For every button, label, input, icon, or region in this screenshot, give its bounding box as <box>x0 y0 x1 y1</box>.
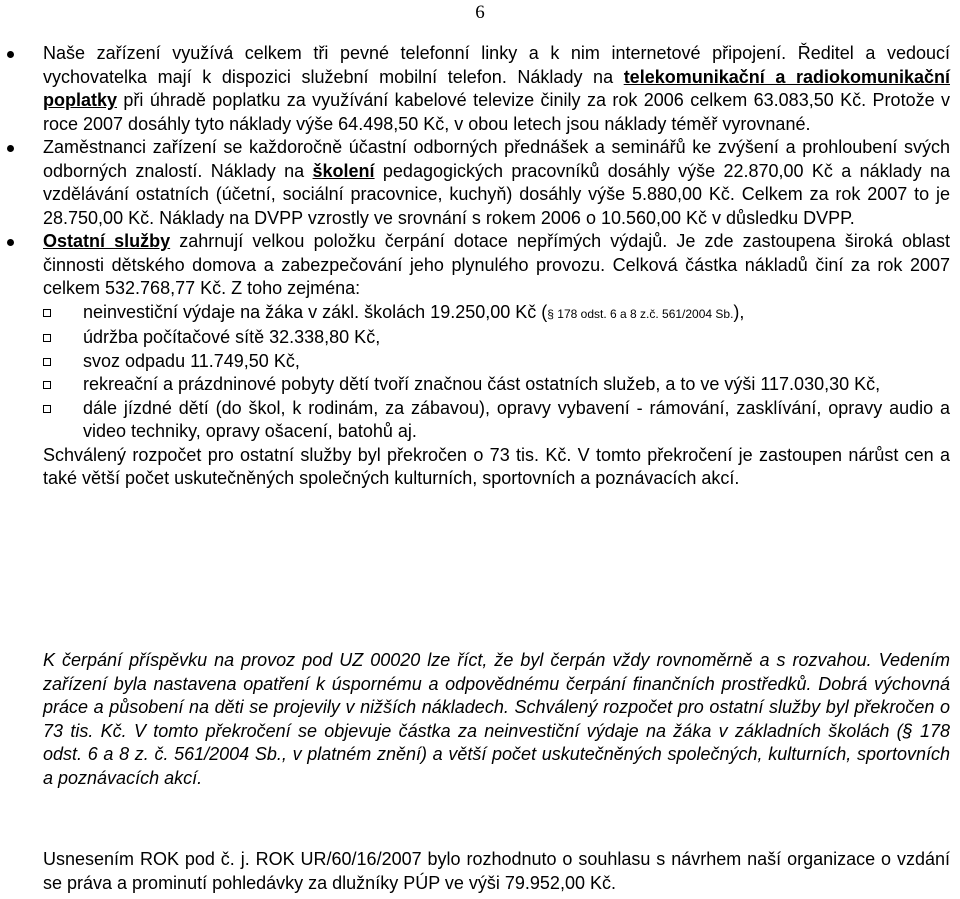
list-item: dále jízdné dětí (do škol, k rodinám, za zábavou), opravy vybavení - rámování, zasklívání, opravy audio a video techniky, opravy ošacení, batohů aj. <box>43 397 950 444</box>
paragraph-overrun: Schválený rozpočet pro ostatní služby byl překročen o 73 tis. Kč. V tomto překročení je zastoupen nárůst cen a také větší počet uskutečněných společných kulturních, sportovních a poznávacích akcí. <box>43 444 950 488</box>
list-item: svoz odpadu 11.749,50 Kč, <box>43 350 950 374</box>
text: při úhradě poplatku za využívání kabelové televize činily za rok 2006 celkem 63.083,50 Kč. Protože v roce 2007 dosáhly tyto náklady výše 64.498,50 Kč, v obou letech jsou náklady téměř vyrovnané. <box>43 90 950 134</box>
resolution-text: Usnesením ROK pod č. j. ROK UR/60/16/2007 bylo rozhodnuto o souhlasu s návrhem naší organizace o vzdání se práva a prominutí pohledávky za dlužníky PÚP ve výši 79.952,00 Kč. <box>43 849 950 893</box>
paragraph-other-services <box>43 230 950 301</box>
summary-text: K čerpání příspěvku na provoz pod UZ 00020 lze říct, že byl čerpán vždy rovnoměrně a s rozvahou. Vedením zařízení byla nastavena opatření k úspornému a odpovědnému čerpání finančních prostředků. Dobrá výchovná práce a působení na děti se projevily v nižších nákladech. Schválený rozpočet pro ostatní služby byl překročen o 73 tis. Kč. V tomto překročení se objevuje částka za neinvestiční výdaje na žáka v základních školách (§ 178 odst. 6 a 8 z. č. 561/2004 Sb., v platném znění) a větší počet uskutečněných společných, kulturních, sportovních a poznávacích akcí. <box>43 650 950 788</box>
list-item: neinvestiční výdaje na žáka v zákl. školách 19.250,00 Kč (§ 178 odst. 6 a 8 z.č. 561/2004 Sb.), <box>43 301 950 327</box>
highlight-training: školení <box>312 160 375 181</box>
text: Naše zařízení využívá celkem tři pevné telefonní linky a k nim internetové připojení. Ředitel a vedoucí vychovatelka mají k dispozici služební mobilní telefon. Náklady na <box>43 43 950 87</box>
section-sign-icon: § <box>547 306 554 321</box>
paragraph-resolution <box>43 848 950 895</box>
paragraph-training <box>43 136 950 230</box>
text: zahrnují velkou položku čerpání dotace nepřímých výdajů. Je zde zastoupena široká oblast činnosti dětského domova a zabezpečování jeho plynulého provozu. Celková částka nákladů činí za rok 2007 celkem 532.768,77 Kč. Z toho zejména: <box>43 231 950 298</box>
text: Zaměstnanci zařízení se každoročně účastní odborných přednášek a seminářů ke zvýšení a prohloubení svých odborných znalostí. Náklady na <box>43 137 950 181</box>
text: pedagogických pracovníků dosáhly výše 22.870,00 Kč a náklady na vzdělávání ostatních (účetní, sociální pracovnice, kuchyň) dosáhly výše 5.880,00 Kč. Celkem za rok 2007 to je 28.750,00 Kč. Náklady na DVPP vzrostly ve srovnání s rokem 2006 o 10.560,00 Kč v důsledku DVPP. <box>43 160 950 228</box>
highlight-other-services: Ostatní služby <box>43 231 171 251</box>
paragraph-telecom <box>43 42 950 136</box>
page-number: 6 <box>475 2 485 23</box>
list-item: údržba počítačové sítě 32.338,80 Kč, <box>43 326 950 350</box>
main-content <box>43 42 950 491</box>
paragraph-summary <box>43 649 950 790</box>
highlight-telecom: telekomunikační a radiokomunikační poplatky <box>43 66 950 110</box>
list-item: rekreační a prázdninové pobyty dětí tvoří značnou část ostatních služeb, a to ve výši 117.030,30 Kč, <box>43 373 950 397</box>
